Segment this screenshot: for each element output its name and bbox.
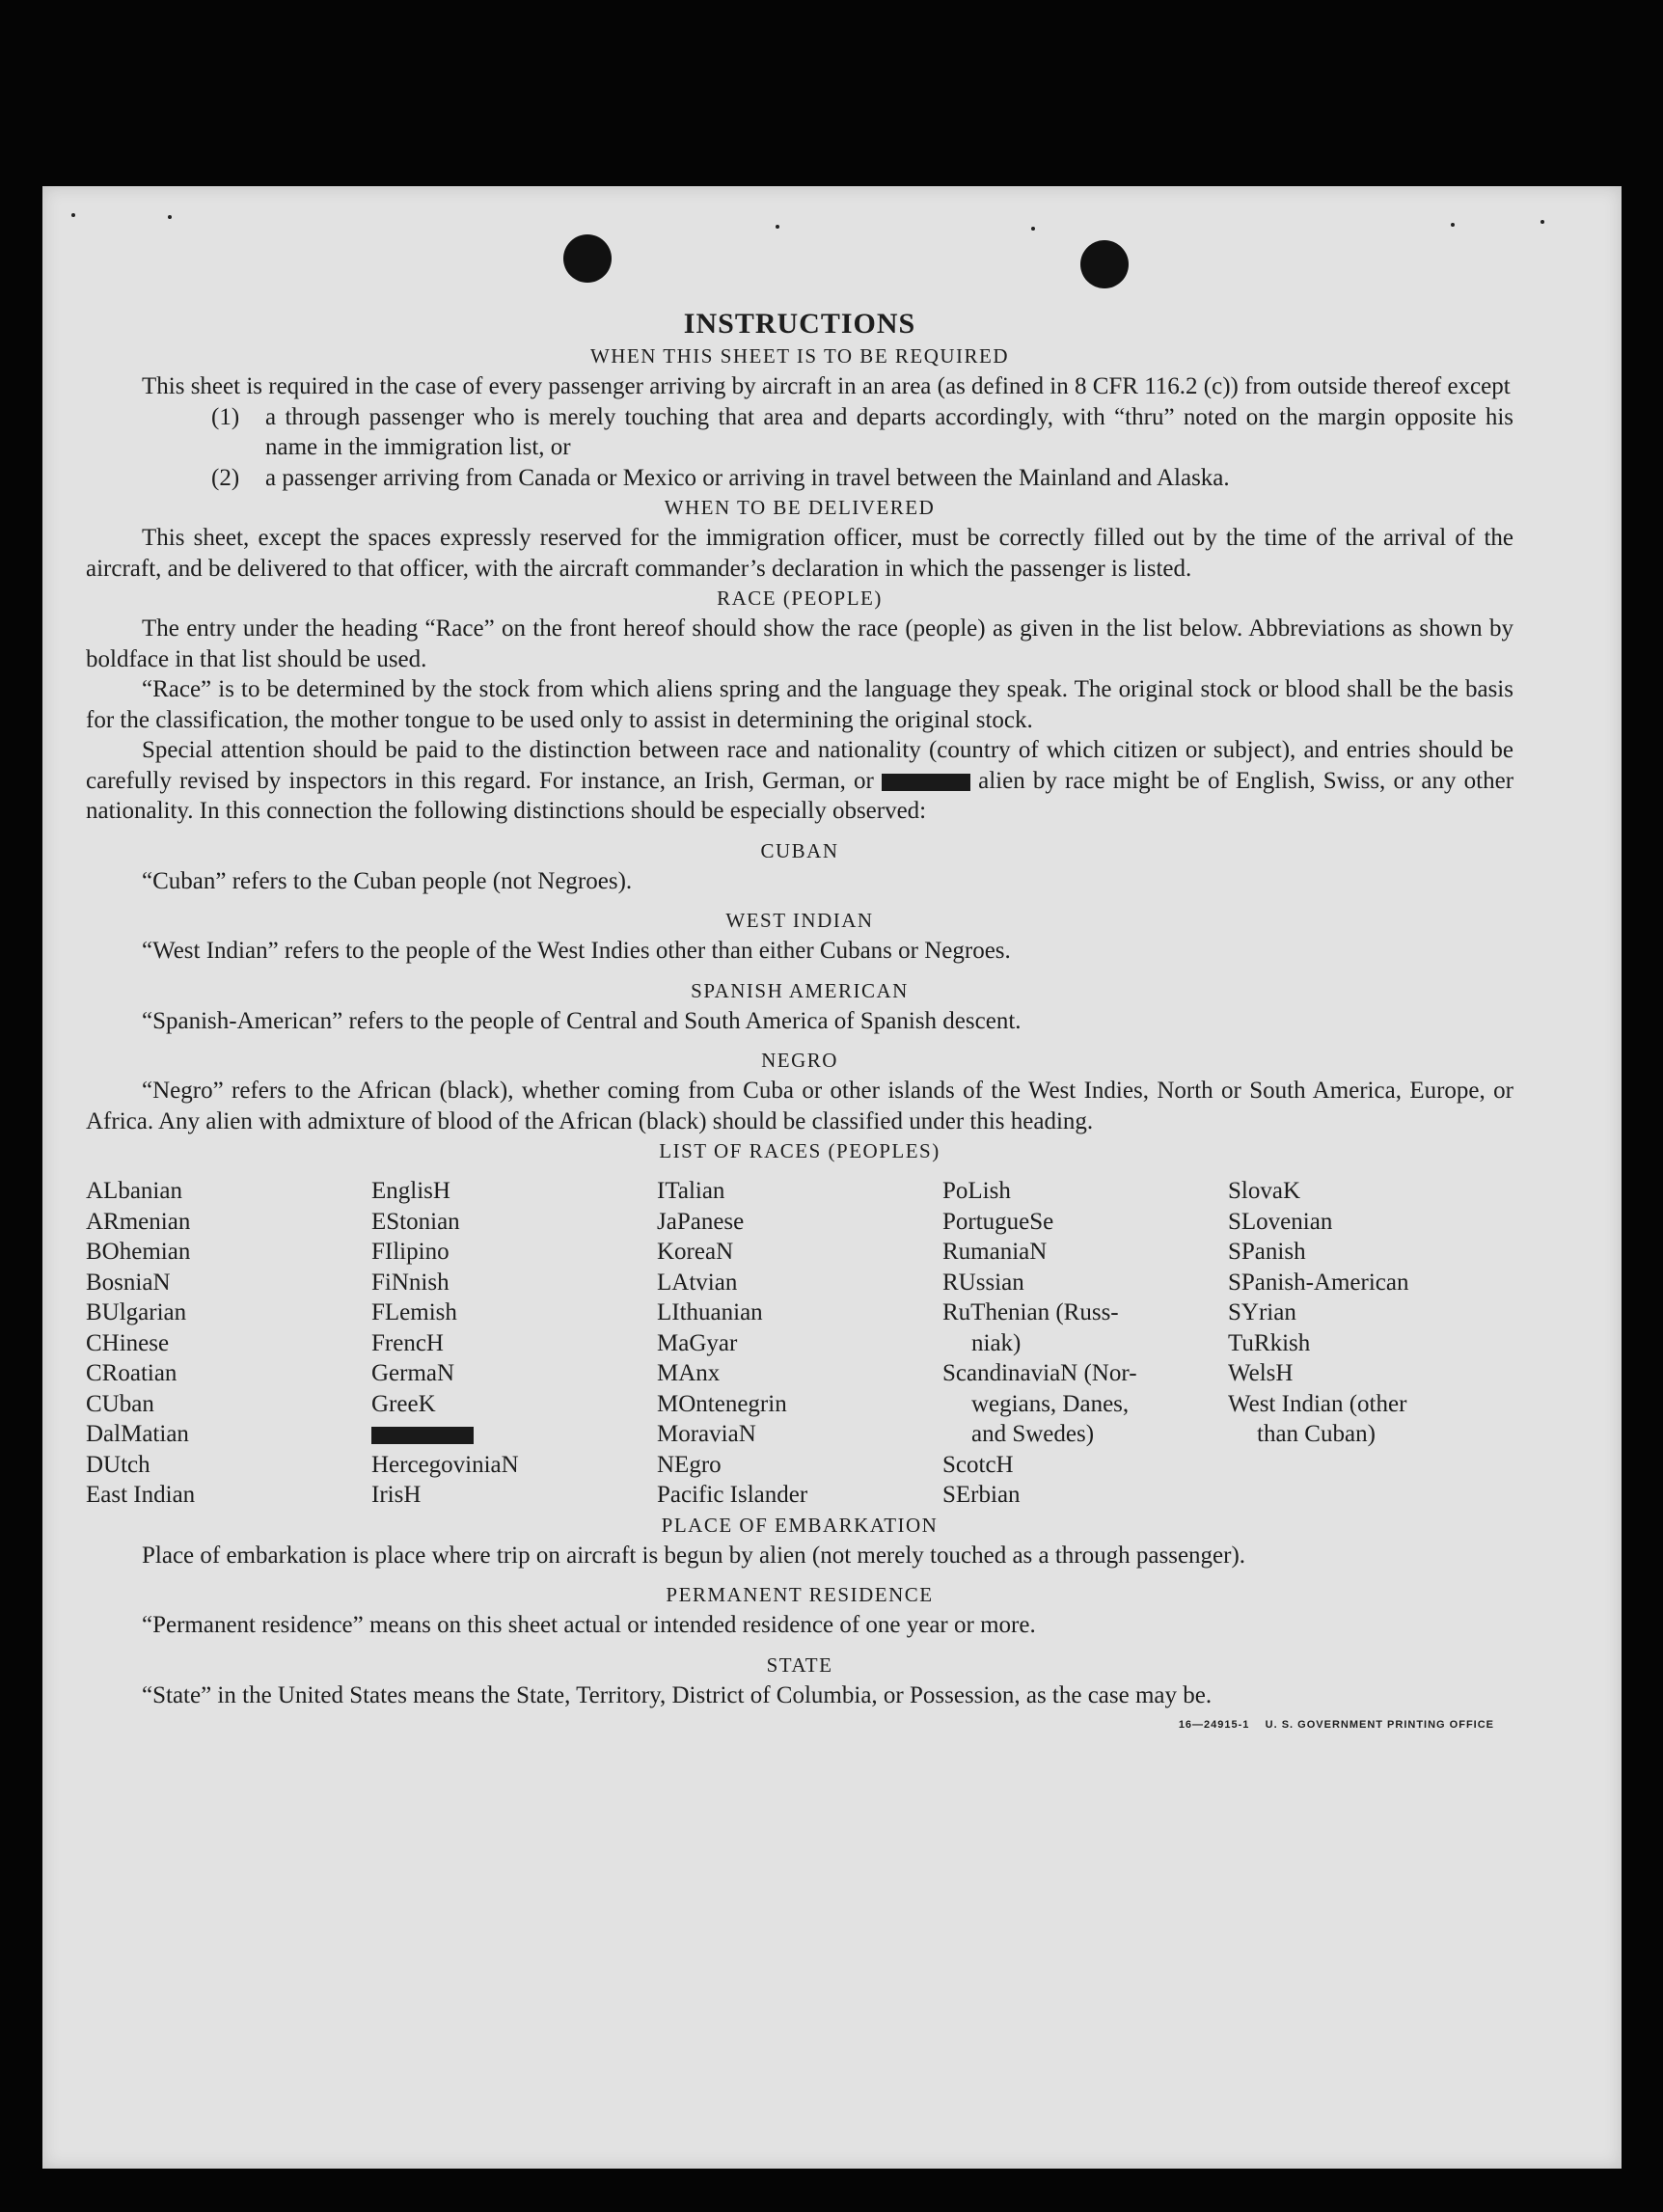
race-entry: PoLish — [942, 1178, 1011, 1204]
race-entry: EStonian — [371, 1208, 460, 1235]
race-entry: West Indian (other — [1228, 1390, 1407, 1417]
race-entry: ScotcH — [942, 1451, 1014, 1478]
delivered-text: This sheet, except the spaces expressly reserved for the immigration officer, must be correctly filled out by the time of the arrival of the aircraft, and be delivered to that officer, with the aircraft commander’s declaration in which the passenger is listed. — [86, 525, 1513, 582]
race-entry: ScandinaviaN (Nor- — [942, 1360, 1137, 1386]
item-number: (2) — [211, 464, 240, 491]
race-entry: GreeK — [371, 1390, 436, 1417]
race-entry: ITalian — [657, 1178, 725, 1204]
race-entry: FIlipino — [371, 1239, 450, 1265]
printer-name: U. S. GOVERNMENT PRINTING OFFICE — [1265, 1719, 1494, 1731]
race-entry: SlovaK — [1228, 1178, 1300, 1204]
speck — [168, 215, 172, 219]
race-entry: KoreaN — [657, 1239, 734, 1265]
race-entry: CRoatian — [86, 1360, 177, 1386]
state-text: “State” in the United States means the State, Territory, District of Columbia, or Possession, as the case may be. — [142, 1681, 1213, 1708]
race-entry: MaGyar — [657, 1329, 738, 1356]
race-entry: MOntenegrin — [657, 1390, 787, 1417]
race-entry: IrisH — [371, 1482, 422, 1508]
race-entry: ALbanian — [86, 1178, 182, 1204]
races-list — [86, 1176, 1513, 1511]
races-column-4 — [942, 1176, 1228, 1511]
race-entry: SPanish-American — [1228, 1269, 1409, 1296]
item-number: (1) — [211, 403, 240, 430]
negro-text: “Negro” refers to the African (black), whether coming from Cuba or other islands of the West Indies, North or South America, Europe, or Africa. Any alien with admixture of blood of the African (black) should be classified under this heading. — [86, 1078, 1513, 1134]
race-entry: DUtch — [86, 1451, 150, 1478]
printer-code: 16—24915-1 — [1178, 1719, 1250, 1731]
section-heading-west-indian: WEST INDIAN — [725, 909, 874, 932]
race-paragraph-3b: alien by race might be of English, Swiss, or any other nationality. In this connection the following distinctions should be especially observed: — [86, 767, 1514, 824]
race-entry: NEgro — [657, 1451, 722, 1478]
race-entry: BUlgarian — [86, 1299, 187, 1325]
races-column-3 — [657, 1176, 942, 1511]
race-entry: RuThenian (Russ- — [942, 1299, 1119, 1325]
residence-text: “Permanent residence” means on this sheet actual or intended residence of one year or more. — [142, 1612, 1036, 1638]
race-paragraph-3a: Special attention should be paid to the distinction between race and nationality (country of which citizen or subject), and entries should be carefully revised by inspectors in this regard. For instance, an Irish, German, or — [86, 737, 1513, 794]
race-entry: TuRkish — [1228, 1329, 1311, 1356]
race-paragraph-3 — [86, 735, 1513, 827]
speck — [776, 225, 779, 229]
race-entry-continued: than Cuban) — [1257, 1421, 1376, 1447]
item-text: a through passenger who is merely touching that area and departs accordingly, with “thru” noted on the margin opposite his name in the immigration list, or — [265, 403, 1513, 460]
punch-hole-left — [563, 234, 612, 283]
required-intro: This sheet is required in the case of every passenger arriving by aircraft in an area (as defined in 8 CFR 116.2 (c)) from outside thereof except — [142, 373, 1511, 399]
race-entry: FLemish — [371, 1299, 457, 1325]
section-heading-delivered: WHEN TO BE DELIVERED — [664, 496, 936, 519]
race-entry: East Indian — [86, 1482, 196, 1508]
race-entry: DalMatian — [86, 1421, 189, 1447]
race-entry: PortugueSe — [942, 1208, 1054, 1235]
section-heading-cuban: CUBAN — [760, 838, 839, 862]
race-entry: BOhemian — [86, 1239, 191, 1265]
race-entry: JaPanese — [657, 1208, 745, 1235]
race-entry: LAtvian — [657, 1269, 738, 1296]
document-sheet — [42, 186, 1622, 2169]
section-heading-required: WHEN THIS SHEET IS TO BE REQUIRED — [589, 344, 1010, 368]
speck — [1451, 223, 1455, 227]
section-heading-spanish-american: SPANISH AMERICAN — [691, 978, 909, 1002]
race-paragraph-1: The entry under the heading “Race” on the front hereof should show the race (people) as given in the list below. Abbreviations as shown by boldface in that list should be used. — [86, 615, 1513, 672]
west-indian-text: “West Indian” refers to the people of the West Indies other than either Cubans or Negroes. — [142, 938, 1011, 964]
race-entry-redacted — [371, 1419, 657, 1450]
spanish-american-text: “Spanish-American” refers to the people of Central and South America of Spanish descent. — [142, 1007, 1022, 1034]
speck — [1540, 220, 1544, 224]
section-heading-negro: NEGRO — [761, 1049, 838, 1072]
instructions-content — [86, 307, 1513, 1741]
race-entry: Pacific Islander — [657, 1482, 808, 1508]
race-entry: WelsH — [1228, 1360, 1294, 1386]
exception-item — [211, 402, 1513, 463]
race-entry: RUssian — [942, 1269, 1024, 1296]
race-entry-continued: niak) — [971, 1329, 1022, 1356]
race-entry: MAnx — [657, 1360, 721, 1386]
race-entry: CHinese — [86, 1329, 170, 1356]
race-entry: MoraviaN — [657, 1421, 756, 1447]
race-entry: CUban — [86, 1390, 154, 1417]
race-entry: EnglisH — [371, 1178, 450, 1204]
section-heading-residence: PERMANENT RESIDENCE — [666, 1583, 934, 1606]
race-entry: SErbian — [942, 1482, 1021, 1508]
races-column-5 — [1228, 1176, 1513, 1511]
section-heading-races-list: LIST OF RACES (PEOPLES) — [659, 1139, 941, 1162]
section-heading-state: STATE — [766, 1652, 833, 1677]
redaction-mark — [882, 774, 970, 791]
race-paragraph-2: “Race” is to be determined by the stock from which aliens spring and the language they speak. The original stock or blood shall be the basis for the classification, the mother tongue to be used only to assist in determining the original stock. — [86, 676, 1513, 733]
section-heading-race: RACE (PEOPLE) — [717, 587, 883, 610]
races-column-1 — [86, 1176, 371, 1511]
page-title: INSTRUCTIONS — [683, 308, 916, 340]
race-entry: RumaniaN — [942, 1239, 1048, 1265]
footer — [86, 1710, 1513, 1741]
race-entry: SPanish — [1228, 1239, 1306, 1265]
race-entry: GermaN — [371, 1360, 455, 1386]
race-entry: FiNnish — [371, 1269, 450, 1296]
race-entry: HercegoviniaN — [371, 1451, 519, 1478]
cuban-text: “Cuban” refers to the Cuban people (not Negroes). — [142, 867, 633, 894]
exception-item — [211, 463, 1513, 494]
race-entry: BosniaN — [86, 1269, 171, 1296]
races-column-2 — [371, 1176, 657, 1511]
race-entry-continued: wegians, Danes, — [971, 1390, 1130, 1417]
race-entry: ARmenian — [86, 1208, 191, 1235]
race-entry: FrencH — [371, 1329, 444, 1356]
printer-imprint — [1179, 1710, 1513, 1741]
race-entry: SLovenian — [1228, 1208, 1333, 1235]
section-heading-embarkation: PLACE OF EMBARKATION — [661, 1513, 939, 1537]
race-entry: LIthuanian — [657, 1299, 763, 1325]
item-text: a passenger arriving from Canada or Mexico or arriving in travel between the Mainland and Alaska. — [265, 464, 1230, 491]
speck — [71, 213, 75, 217]
race-entry-continued: and Swedes) — [971, 1421, 1095, 1447]
embarkation-text: Place of embarkation is place where trip on aircraft is begun by alien (not merely touched as a through passenger). — [142, 1542, 1246, 1569]
punch-hole-right — [1080, 240, 1129, 288]
redaction-mark — [371, 1427, 474, 1444]
race-entry: SYrian — [1228, 1299, 1296, 1325]
speck — [1031, 227, 1035, 231]
